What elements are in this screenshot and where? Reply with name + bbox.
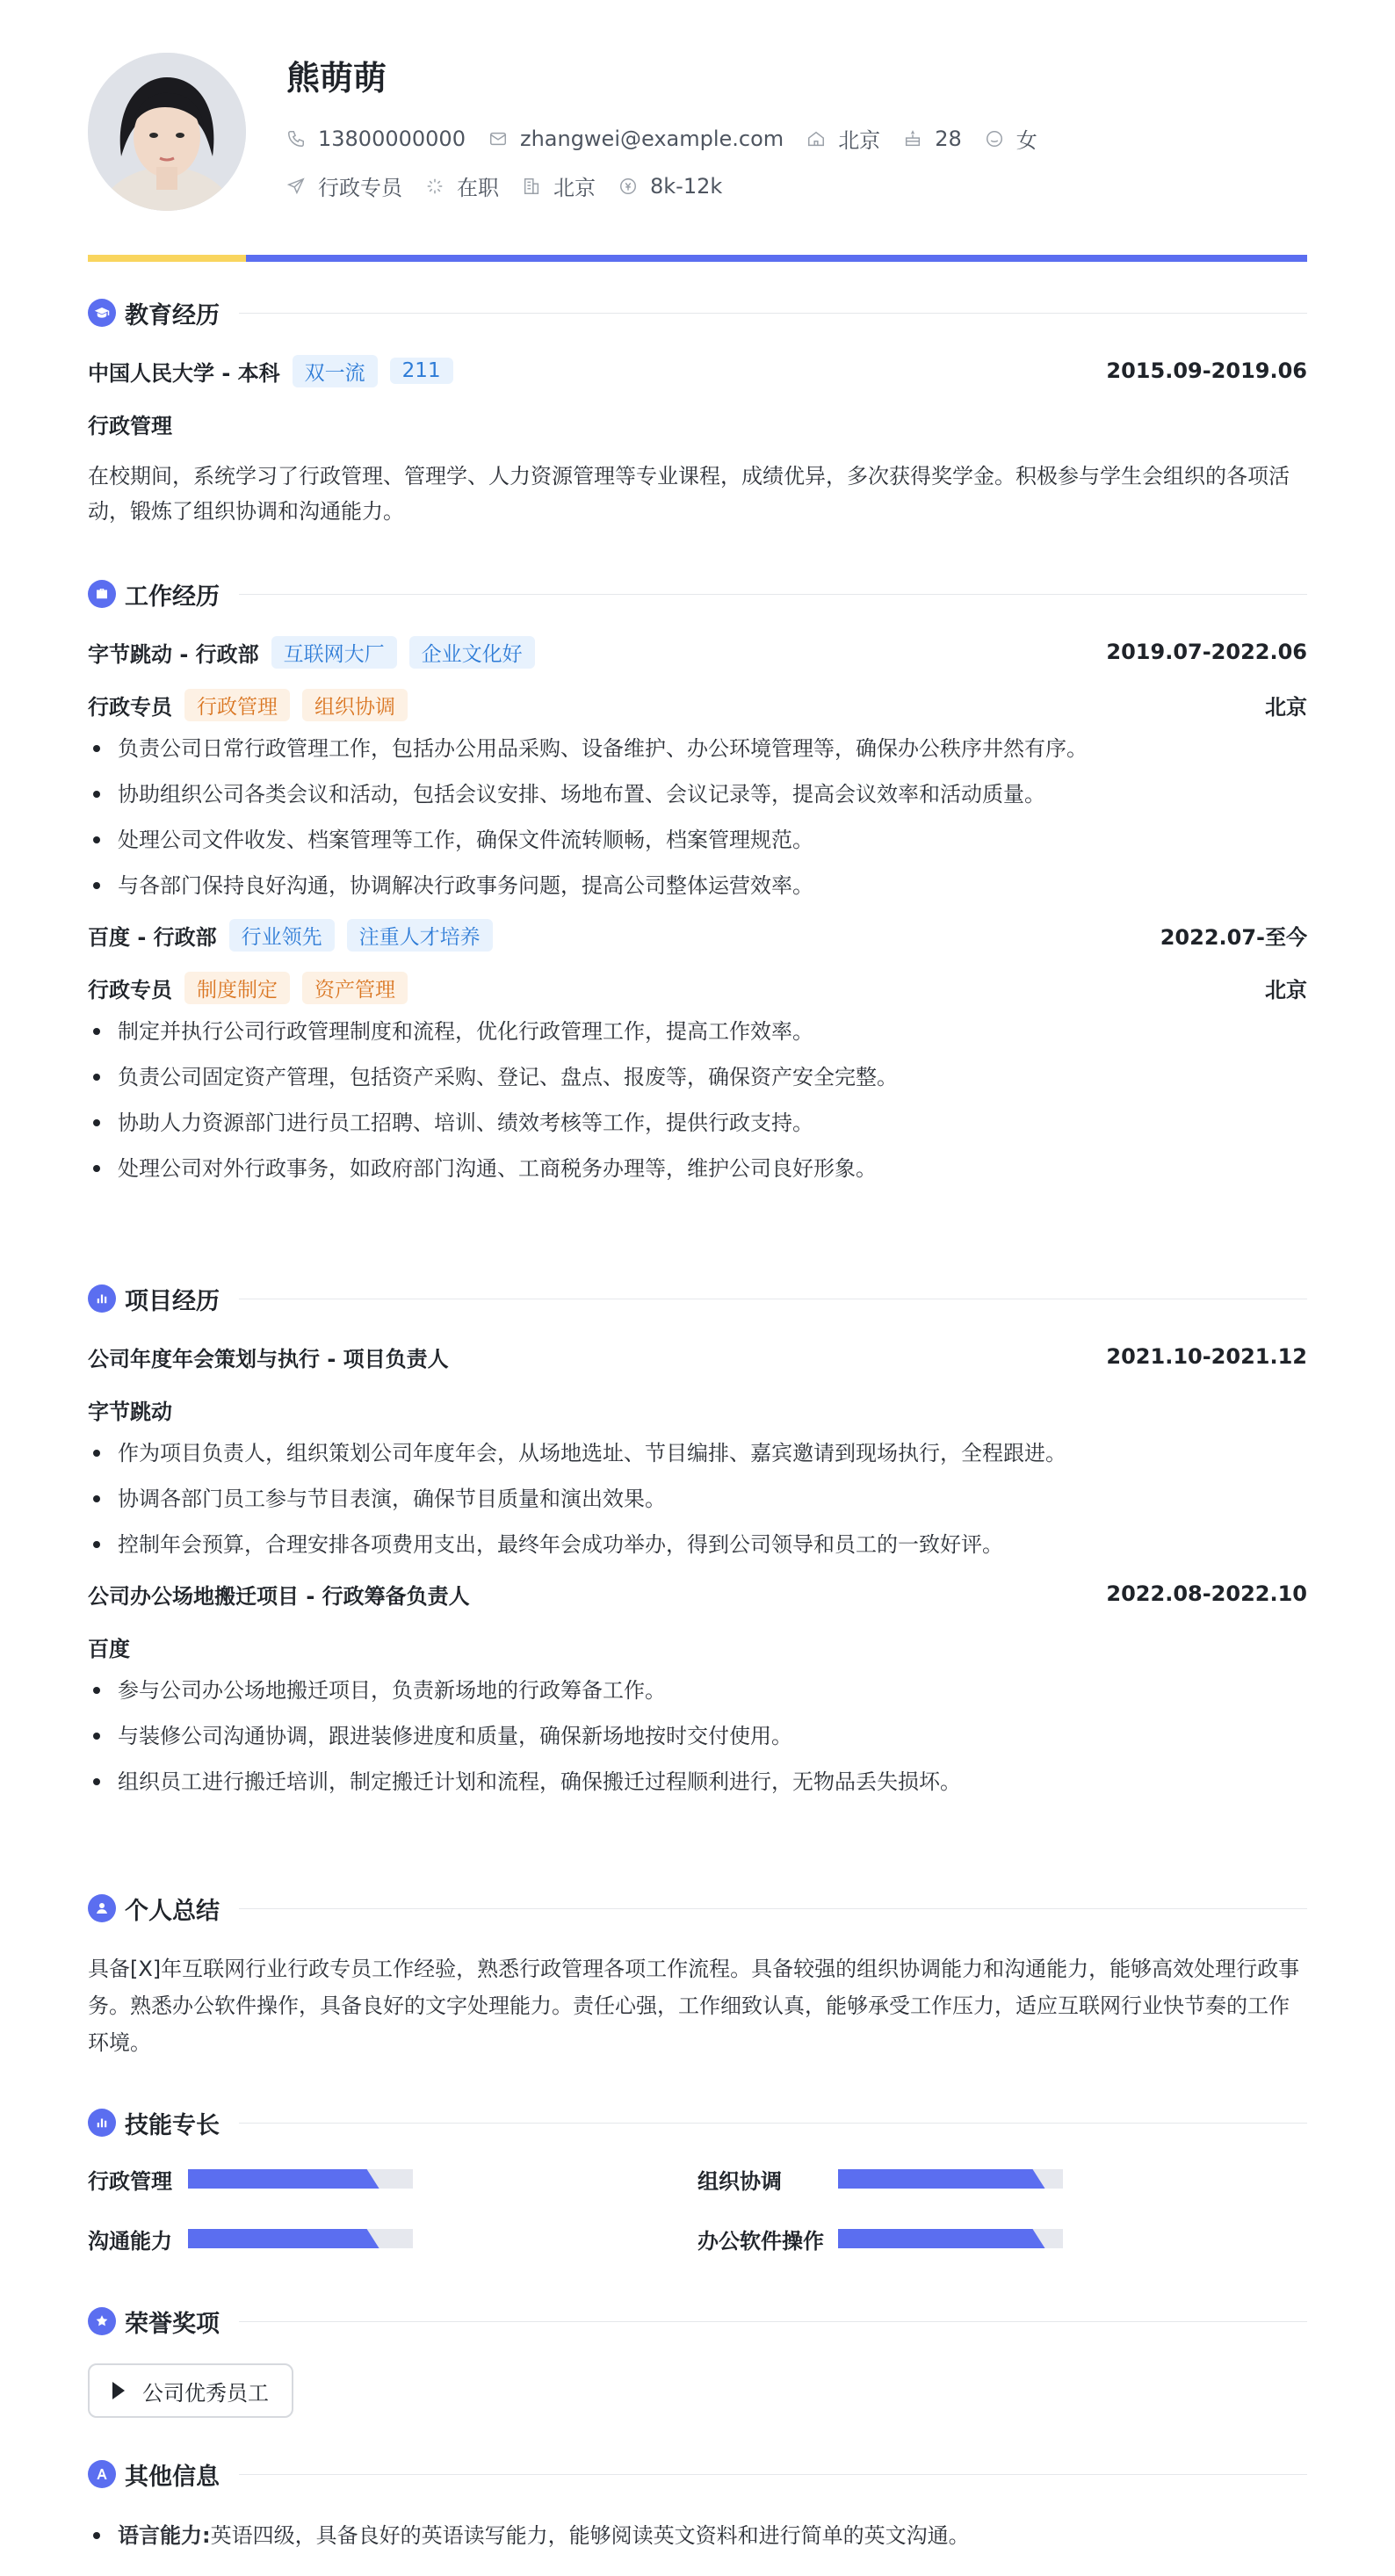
role-tag: 制度制定 bbox=[184, 972, 290, 1004]
projects-section bbox=[88, 1281, 1307, 1805]
education-header bbox=[88, 355, 1307, 387]
money-icon bbox=[618, 177, 638, 196]
company-tag: 行业领先 bbox=[229, 919, 335, 952]
company-name: 百度 - 行政部 bbox=[88, 924, 217, 950]
list-item: 协调各部门员工参与节目表演，确保节目质量和演出效果。 bbox=[88, 1476, 1307, 1522]
salary-text: 8k-12k bbox=[650, 173, 723, 199]
award-icon bbox=[88, 2307, 116, 2335]
building-icon bbox=[522, 177, 541, 196]
skill-item bbox=[698, 2226, 1307, 2254]
education-date: 2015.09-2019.06 bbox=[1106, 358, 1307, 383]
cake-icon bbox=[903, 129, 922, 148]
section-title: 教育经历 bbox=[88, 295, 1307, 330]
project-item bbox=[88, 1341, 1307, 1567]
loading-icon bbox=[425, 177, 445, 196]
candidate-name: 熊萌萌 bbox=[286, 59, 387, 98]
work-role-row bbox=[88, 972, 1307, 1003]
school-tag: 211 bbox=[390, 358, 453, 384]
award-label: 公司优秀员工 bbox=[142, 2380, 269, 2406]
list-item: 协助人力资源部门进行员工招聘、培训、绩效考核等工作，提供行政支持。 bbox=[88, 1100, 1307, 1146]
project-org-row bbox=[88, 1631, 1307, 1662]
work-section bbox=[88, 576, 1307, 1191]
skills-grid bbox=[88, 2167, 1307, 2254]
project-org: 字节跳动 bbox=[88, 1399, 172, 1424]
skill-name: 沟通能力 bbox=[88, 2228, 172, 2254]
contact-row bbox=[286, 123, 1060, 154]
list-item: 处理公司文件收发、档案管理等工作，确保文件流转顺畅，档案管理规范。 bbox=[88, 817, 1307, 863]
list-item: 组织员工进行搬迁培训，制定搬迁计划和流程，确保搬迁过程顺利进行，无物品丢失损坏。 bbox=[88, 1759, 1307, 1805]
list-item: 负责公司固定资产管理，包括资产采购、登记、盘点、报废等，确保资产安全完整。 bbox=[88, 1054, 1307, 1100]
send-icon bbox=[286, 177, 306, 196]
avatar-portrait-icon bbox=[88, 53, 246, 211]
skill-bar-fill bbox=[188, 2229, 379, 2248]
work-date: 2019.07-2022.06 bbox=[1106, 640, 1307, 664]
summary-section bbox=[88, 1891, 1307, 2061]
target-city-text: 北京 bbox=[553, 176, 596, 200]
skill-bar bbox=[838, 2169, 1063, 2189]
play-triangle-icon bbox=[112, 2382, 125, 2399]
job-intent-row bbox=[286, 170, 745, 201]
role-name: 行政专员 bbox=[88, 694, 172, 720]
role-tag: 组织协调 bbox=[302, 689, 408, 721]
section-title: 工作经历 bbox=[88, 576, 1307, 611]
user-icon bbox=[88, 1894, 116, 1922]
skill-item bbox=[88, 2167, 698, 2194]
project-title: 公司年度年会策划与执行 - 项目负责人 bbox=[88, 1346, 449, 1371]
work-bullets bbox=[88, 726, 1307, 908]
email-item bbox=[488, 127, 784, 151]
project-title: 公司办公场地搬迁项目 - 行政筹备负责人 bbox=[88, 1583, 470, 1609]
work-item bbox=[88, 636, 1307, 908]
company-tag: 互联网大厂 bbox=[271, 636, 397, 669]
company-tag: 企业文化好 bbox=[409, 636, 535, 669]
major-name: 行政管理 bbox=[88, 413, 172, 438]
age-item bbox=[903, 127, 962, 151]
work-city: 北京 bbox=[1265, 977, 1307, 1002]
graduation-cap-icon bbox=[88, 299, 116, 327]
list-item: 处理公司对外行政事务，如政府部门沟通、工商税务办理等，维护公司良好形象。 bbox=[88, 1146, 1307, 1191]
project-title-row bbox=[88, 1578, 1307, 1610]
bar-chart-icon bbox=[88, 2109, 116, 2137]
section-title: 其他信息 bbox=[88, 2457, 1307, 2492]
company-name: 字节跳动 - 行政部 bbox=[88, 641, 259, 667]
section-title: 项目经历 bbox=[88, 1281, 1307, 1316]
work-date: 2022.07-至今 bbox=[1160, 924, 1307, 950]
age-text: 28 bbox=[935, 126, 962, 151]
school-name: 中国人民大学 - 本科 bbox=[88, 360, 280, 386]
skill-bar-fill bbox=[188, 2169, 379, 2189]
email-text: zhangwei@example.com bbox=[519, 126, 784, 151]
work-role-row bbox=[88, 689, 1307, 720]
phone-icon bbox=[286, 129, 306, 148]
role-name: 行政专员 bbox=[88, 977, 172, 1002]
header-divider bbox=[88, 255, 1307, 262]
awards-section bbox=[88, 2304, 1307, 2418]
project-item bbox=[88, 1578, 1307, 1805]
section-title: 个人总结 bbox=[88, 1891, 1307, 1926]
role-tag: 资产管理 bbox=[302, 972, 408, 1004]
skills-section bbox=[88, 2105, 1307, 2254]
list-item: 与各部门保持良好沟通，协调解决行政事务问题，提高公司整体运营效率。 bbox=[88, 863, 1307, 908]
list-item: 控制年会预算，合理安排各项费用支出，最终年会成功举办，得到公司领导和员工的一致好评。 bbox=[88, 1522, 1307, 1567]
header-divider-accent bbox=[88, 255, 246, 262]
project-title-row bbox=[88, 1341, 1307, 1372]
award-item[interactable] bbox=[88, 2363, 293, 2418]
skill-name: 行政管理 bbox=[88, 2168, 172, 2194]
other-section bbox=[88, 2457, 1307, 2558]
other-text: 英语四级，具备良好的英语读写能力，能够阅读英文资料和进行简单的英文沟通。 bbox=[210, 2523, 970, 2548]
project-bullets bbox=[88, 1430, 1307, 1567]
gender-text: 女 bbox=[1016, 128, 1037, 153]
avatar bbox=[88, 53, 246, 211]
text-a-icon bbox=[88, 2460, 116, 2488]
work-item bbox=[88, 919, 1307, 1191]
section-title: 荣誉奖项 bbox=[88, 2304, 1307, 2339]
skill-bar bbox=[188, 2169, 413, 2189]
education-section bbox=[88, 295, 1307, 529]
work-bullets bbox=[88, 1009, 1307, 1191]
role-tag: 行政管理 bbox=[184, 689, 290, 721]
work-city: 北京 bbox=[1265, 694, 1307, 720]
list-item: 制定并执行公司行政管理制度和流程，优化行政管理工作，提高工作效率。 bbox=[88, 1009, 1307, 1054]
skill-name: 办公软件操作 bbox=[698, 2228, 824, 2254]
skill-name: 组织协调 bbox=[698, 2168, 782, 2194]
status-text: 在职 bbox=[457, 176, 499, 200]
skill-item bbox=[698, 2167, 1307, 2194]
project-date: 2022.08-2022.10 bbox=[1106, 1581, 1307, 1606]
work-company-row bbox=[88, 919, 1307, 951]
bar-chart-icon bbox=[88, 1284, 116, 1313]
position-item bbox=[286, 170, 402, 201]
smile-icon bbox=[985, 129, 1004, 148]
position-text: 行政专员 bbox=[318, 176, 402, 200]
resume-header bbox=[88, 0, 1307, 260]
work-company-row bbox=[88, 636, 1307, 668]
project-org-row bbox=[88, 1393, 1307, 1425]
briefcase-icon bbox=[88, 580, 116, 608]
project-org: 百度 bbox=[88, 1636, 130, 1661]
mail-icon bbox=[488, 129, 508, 148]
project-date: 2021.10-2021.12 bbox=[1106, 1344, 1307, 1369]
project-bullets bbox=[88, 1668, 1307, 1805]
location-text: 北京 bbox=[838, 128, 881, 153]
summary-text: 具备[X]年互联网行业行政专员工作经验，熟悉行政管理各项工作流程。具备较强的组织协调能力和沟通能力，能够高效处理行政事务。熟悉办公软件操作，具备良好的文字处理能力。责任心强，工作细致认真，能够承受工作压力，适应互联网行业快节奏的工作环境。 bbox=[88, 1957, 1300, 2055]
skill-bar bbox=[838, 2229, 1063, 2248]
status-item bbox=[425, 170, 499, 201]
education-description: 在校期间，系统学习了行政管理、管理学、人力资源管理等专业课程，成绩优异，多次获得奖学金。积极参与学生会组织的各项活动，锻炼了组织协调和沟通能力。 bbox=[88, 464, 1290, 524]
phone-text: 13800000000 bbox=[318, 126, 466, 151]
phone-item bbox=[286, 127, 466, 151]
list-item: 与装修公司沟通协调，跟进装修进度和质量，确保新场地按时交付使用。 bbox=[88, 1713, 1307, 1759]
school-tag: 双一流 bbox=[293, 355, 378, 387]
list-item: 协助组织公司各类会议和活动，包括会议安排、场地布置、会议记录等，提高会议效率和活动质量。 bbox=[88, 771, 1307, 817]
skill-bar-fill bbox=[838, 2229, 1045, 2248]
list-item bbox=[88, 2513, 1307, 2558]
other-label: 语言能力: bbox=[118, 2523, 211, 2548]
skill-bar bbox=[188, 2229, 413, 2248]
target-city-item bbox=[522, 170, 596, 201]
list-item: 作为项目负责人，组织策划公司年度年会，从场地选址、节目编排、嘉宾邀请到现场执行，全程跟进。 bbox=[88, 1430, 1307, 1476]
section-title: 技能专长 bbox=[88, 2105, 1307, 2140]
skill-bar-fill bbox=[838, 2169, 1045, 2189]
home-icon bbox=[806, 129, 826, 148]
list-item: 负责公司日常行政管理工作，包括办公用品采购、设备维护、办公环境管理等，确保办公秩序井然有序。 bbox=[88, 726, 1307, 771]
company-tag: 注重人才培养 bbox=[347, 919, 493, 952]
list-item: 参与公司办公场地搬迁项目，负责新场地的行政筹备工作。 bbox=[88, 1668, 1307, 1713]
salary-item bbox=[618, 174, 722, 199]
skill-item bbox=[88, 2226, 698, 2254]
major-row bbox=[88, 408, 1307, 439]
other-bullets bbox=[88, 2513, 1307, 2558]
gender-item bbox=[985, 123, 1037, 154]
location-item bbox=[806, 123, 880, 154]
